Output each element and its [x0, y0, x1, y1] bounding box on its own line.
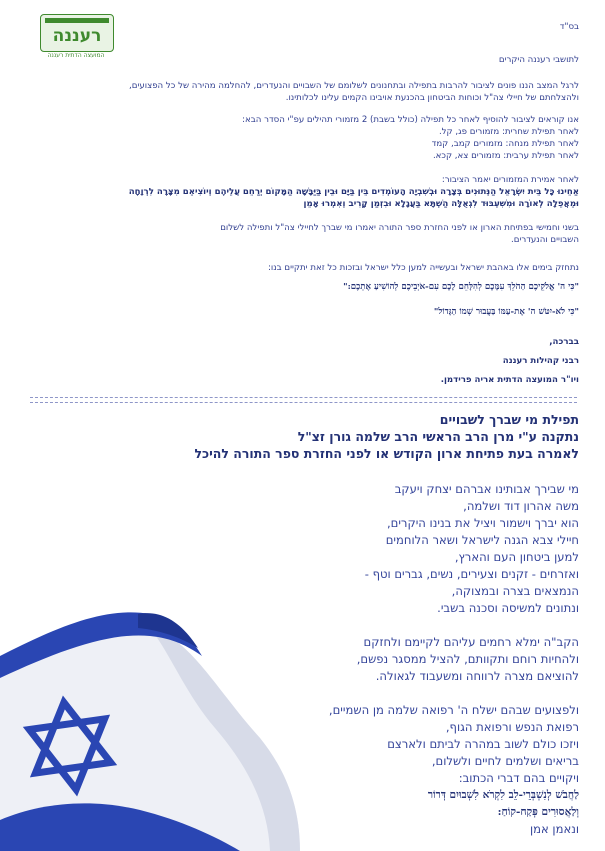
prayer-title-line: נתקנה ע"י מרן הרב הראשי הרב שלמה גורן זצ"ל [297, 429, 579, 444]
paragraph-line: אנו קוראים לציבור להוסיף לאחר כל תפילה (כולל בשבת) 2 מזמורי תהילים עפ"י הסדר הבא: [242, 115, 579, 125]
ahenu-prayer-line: אַחֵינוּ כָּל בֵּית יִשְׂרָאֵל הַנְּתוּנִים בְּצָרָה וּבְשִׁבְיָה הָעוֹמְדִים בֵּין בַּיָּם וּבֵין בַּיַּבָּשָׁה הַמָּקוֹם יְרַחֵם עֲלֵיהֶם וְיוֹצִיאֵם מִצָּרָה לִרְוָחָה [128, 187, 579, 197]
prayer-line: להוציאם מצרה לרווחה ומשעבוד לגאולה. [375, 669, 579, 683]
paragraph-line: לאחר תפילת ערבית: מזמורים צא, קכא. [432, 151, 579, 161]
signature [441, 333, 579, 390]
logo-subtitle: המועצה הדתית רעננה [47, 52, 105, 59]
prayer-title [26, 411, 579, 462]
prayer-line: משה אהרון דוד ושלמה, [463, 499, 579, 513]
prayer-title-line: תפילת מי שברך לשבויים [439, 412, 579, 427]
prayer-line: הקב"ה ימלא רחמים עליהם לקיימם ולחזקם [363, 635, 579, 649]
signature-line: רבני קהילות רעננה [502, 356, 579, 366]
paragraph-line: נתחזק בימים אלו באהבת ישראל ובעשייה למען כלל ישראל ובזכות כל זאת יתקיים בנו: [268, 263, 579, 273]
israel-flag-image [0, 598, 300, 851]
greeting [26, 54, 579, 66]
verse-1: "כִּי ה' אֱלֹקֵיכֶם הַהֹלֵךְ עִמָּכֶם לְהִלָּחֵם לָכֶם עִם-אֹיְבֵיכֶם לְהוֹשִׁיעַ אֶתְכֶם:" [343, 282, 579, 292]
prayer-line: בריאים ושלמים לחיים ולשלום, [431, 754, 579, 768]
prayer-line: רפואת הנפש ורפואת הגוף, [445, 720, 579, 734]
logo-badge [40, 14, 114, 52]
paragraph-4 [26, 222, 579, 246]
paragraph-1 [26, 80, 579, 104]
paragraph-line: לרגל המצב הננו פונים לציבור להרבות בתפילה ובתחנונים לשלומם של השבויים והנעדרים, להחלמה מהירה של כל הפצועים, [129, 81, 579, 91]
prayer-line: למען ביטחון העם והארץ, [454, 550, 579, 564]
prayer-line: ואזרחים - זקנים וצעירים, נשים, גברים וטף - [364, 567, 579, 581]
stanza-gap [329, 617, 579, 634]
greeting-line: לתושבי רעננה היקרים [498, 55, 579, 65]
prayer-body [329, 481, 579, 838]
prayer-closing: ונאמן אמן [529, 822, 579, 836]
prayer-line: הוא יברך וישמור ויציל את בנינו היקרים, [386, 516, 579, 530]
prayer-line: הנמצאים בצרה ובמצוקה, [451, 584, 579, 598]
paragraph-5 [26, 262, 579, 274]
bsd-header: בס"ד [559, 22, 579, 32]
prayer-line: מי שבירך אבותינו אברהם יצחק ויעקב [394, 482, 579, 496]
paragraph-line: לאחר תפילת שחרית: מזמורים פג, קל. [438, 127, 579, 137]
prayer-line: ויקויים בהם דברי הכתוב: [458, 771, 579, 785]
verse-2: "כִּי לֹא-יִטֹּשׁ ה' אֶת-עַמּוֹ בַּעֲבוּר שְׁמוֹ הַגָּדוֹל" [433, 307, 579, 317]
prayer-title-line: לאמרה בעת פתיחת ארון הקודש או לפני החזרת ספר התורה להיכל [194, 446, 579, 461]
logo-name: רעננה [52, 26, 102, 46]
paragraph-line: לאחר תפילת מנחה: מזמורים קמב, קמד [431, 139, 579, 149]
prayer-line: ויזכו כולם לשוב במהרה לביתם ולארצם [387, 737, 579, 751]
logo-banner [45, 18, 109, 23]
scripture-line: וְלַאֲסוּרִים פְּקַח-קוֹחַ: [497, 806, 579, 818]
paragraph-2 [26, 114, 579, 162]
prayer-line: ולפצועים שבהם ישלח ה' רפואה שלמה מן השמיים, [328, 703, 579, 717]
paragraph-line: ולהצלחתם של חיילי צה"ל וכוחות הביטחון בהכנעת אויבינו הקמים עלינו לכלותינו. [285, 93, 579, 103]
scripture-line: לַחֲבֹשׁ לְנִשְׁבְּרֵי-לֵב לִקְרֹא לִשְׁבוּיִם דְּרוֹר [427, 789, 579, 801]
prayer-line: ולהחיות רוחם ותקוותם, להציל ממסגר נפשם, [356, 652, 579, 666]
paragraph-line: בשני וחמישי בפתיחת הארון או לפני החזרת ספר התורה יאמרו מי שברך לחיילי צה"ל ותפילה לשלום [220, 223, 579, 233]
prayer-line: חיילי צבא הגנה לישראל ושאר הלוחמים [385, 533, 579, 547]
section-divider [30, 397, 577, 403]
signature-line: בברכה, [549, 337, 579, 347]
paragraph-3 [26, 174, 579, 210]
paragraph-line: לאחר אמירת המזמורים יאמר הציבור: [441, 175, 579, 185]
prayer-line: ונתונים למשיסה וסכנה בשבי. [437, 601, 579, 615]
paragraph-line: השבויים והנעדרים. [511, 235, 579, 245]
ahenu-prayer-line: וּמֵאֲפֵלָה לְאוֹרָה וּמִשִּׁעְבּוּד לִגְאֻלָּה הַשְׁתָּא בַּעֲגָלָא וּבִזְמַן קָרִיב וְאִמְרוּ אָמֵן [303, 199, 579, 209]
signature-line: ויו"ר המועצה הדתית אריה פרידמן. [440, 375, 579, 385]
stanza-gap [329, 685, 579, 702]
